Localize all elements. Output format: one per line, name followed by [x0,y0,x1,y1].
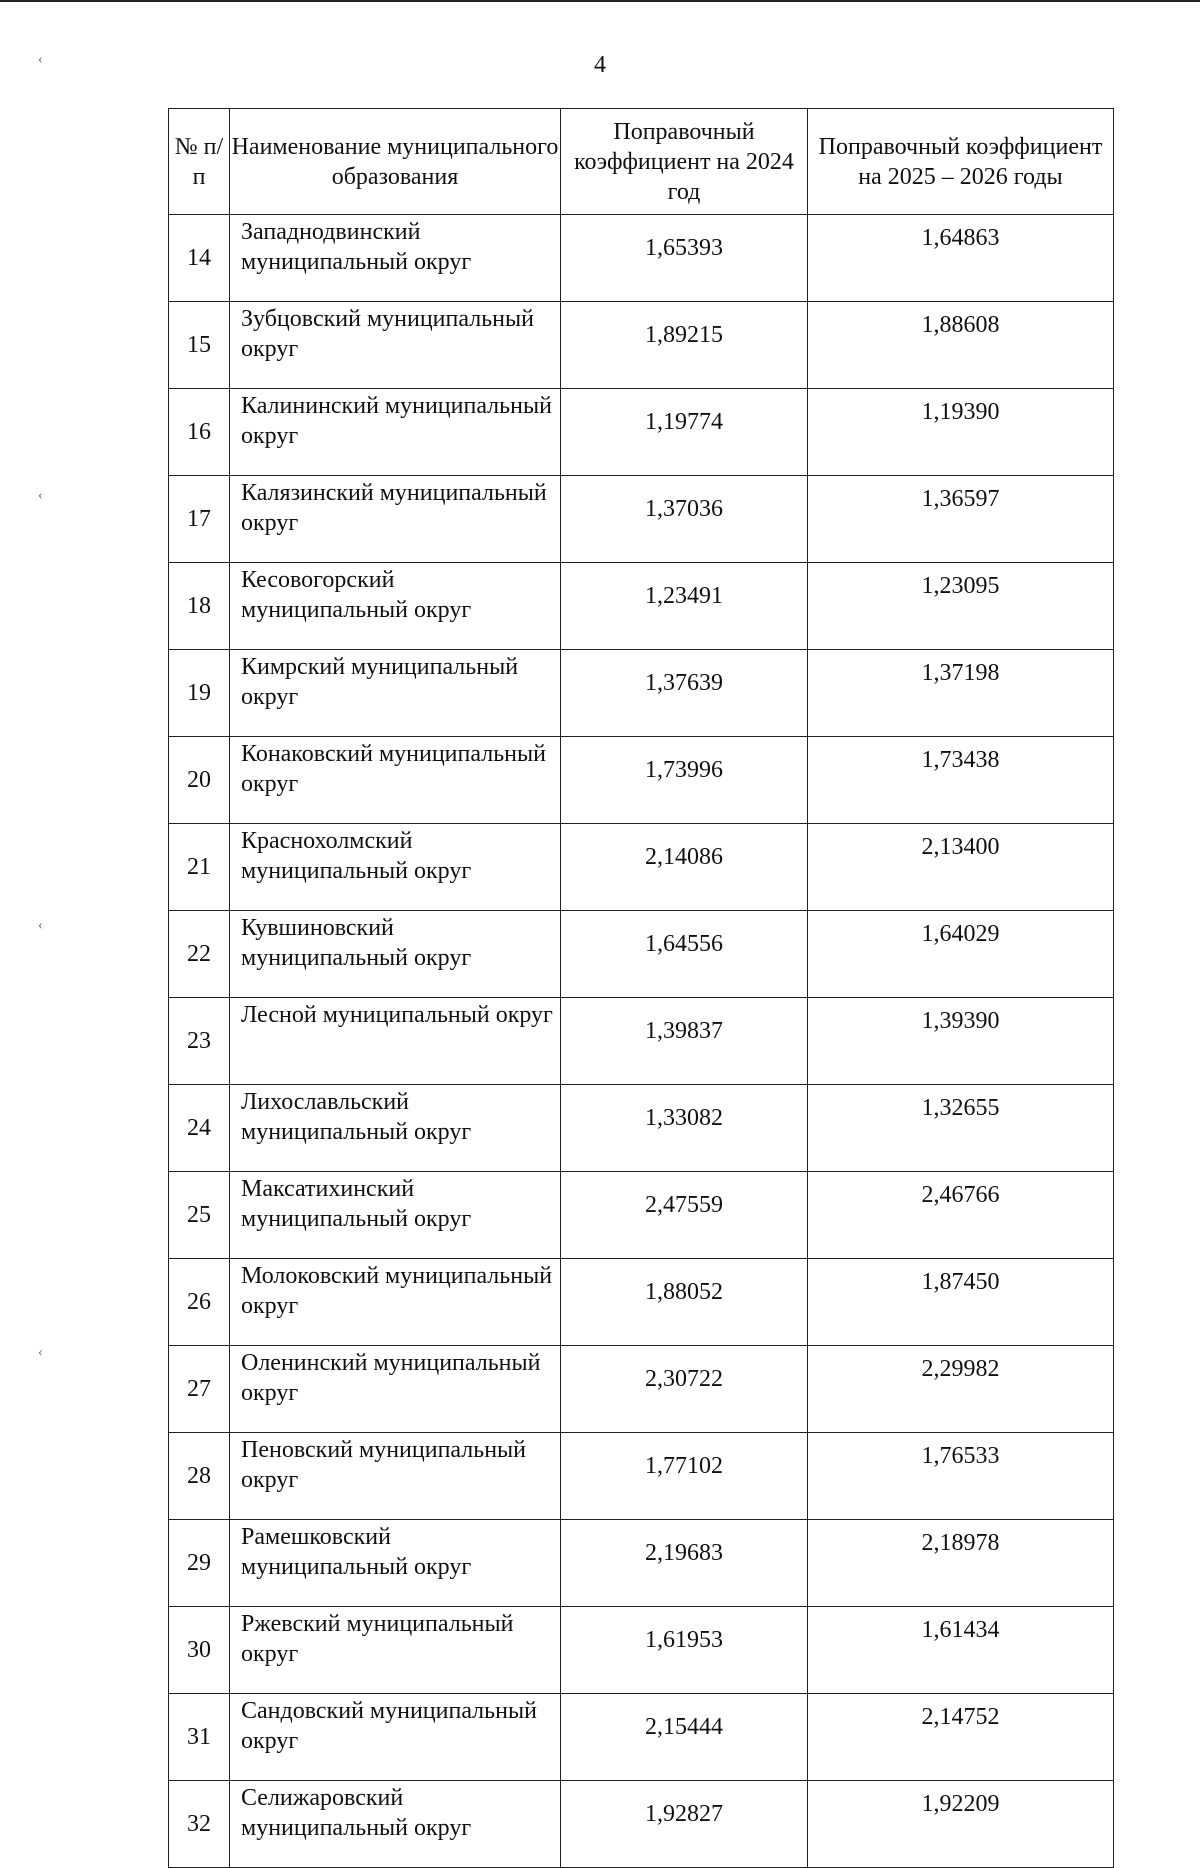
row-number: 15 [169,302,230,389]
header-municipality-name: Наименование муниципального образования [230,109,561,215]
coef-2024-value: 1,88052 [561,1259,808,1346]
coef-2025-2026-value: 1,61434 [808,1607,1114,1694]
coef-2024-value: 1,77102 [561,1433,808,1520]
coefficients-table [168,108,1114,1868]
row-number: 28 [169,1433,230,1520]
coef-2025-2026-value: 1,64863 [808,215,1114,302]
municipality-name: Краснохолмский муниципальный округ [230,824,561,911]
coef-2025-2026-value: 2,29982 [808,1346,1114,1433]
table-row [169,476,1114,563]
coef-2025-2026-value: 1,76533 [808,1433,1114,1520]
municipality-name: Кесовогорский муниципальный округ [230,563,561,650]
municipality-name: Кимрский муниципальный округ [230,650,561,737]
coef-2024-value: 1,33082 [561,1085,808,1172]
table-row [169,302,1114,389]
coef-2024-value: 1,37639 [561,650,808,737]
scan-margin-mark: ‹ [38,918,43,933]
coef-2025-2026-value: 2,14752 [808,1694,1114,1781]
coef-2024-value: 2,30722 [561,1346,808,1433]
table-row [169,737,1114,824]
table-row [169,911,1114,998]
coef-2024-value: 1,89215 [561,302,808,389]
table-row [169,1520,1114,1607]
coef-2024-value: 1,19774 [561,389,808,476]
municipality-name: Оленинский муниципальный округ [230,1346,561,1433]
coef-2025-2026-value: 1,87450 [808,1259,1114,1346]
coef-2025-2026-value: 2,46766 [808,1172,1114,1259]
municipality-name: Сандовский муниципальный округ [230,1694,561,1781]
row-number: 30 [169,1607,230,1694]
coef-2024-value: 2,14086 [561,824,808,911]
coef-2025-2026-value: 1,19390 [808,389,1114,476]
row-number: 20 [169,737,230,824]
scan-margin-mark: ‹ [38,52,43,67]
row-number: 31 [169,1694,230,1781]
top-border-rule [0,0,1200,2]
table-row [169,1433,1114,1520]
table-row [169,215,1114,302]
scan-margin-mark: ‹ [38,488,43,503]
table-row [169,563,1114,650]
scan-margin-mark: ‹ [38,1345,43,1360]
municipality-name: Ржевский муниципальный округ [230,1607,561,1694]
table-row [169,998,1114,1085]
row-number: 17 [169,476,230,563]
table-row [169,1694,1114,1781]
table-header-row [169,109,1114,215]
header-coef-2024: Поправочный коэффициент на 2024 год [561,109,808,215]
coef-2025-2026-value: 1,23095 [808,563,1114,650]
table-row [169,389,1114,476]
coef-2024-value: 1,73996 [561,737,808,824]
coef-2025-2026-value: 1,39390 [808,998,1114,1085]
coef-2025-2026-value: 1,36597 [808,476,1114,563]
table-body [169,215,1114,1868]
table-row [169,1607,1114,1694]
table-row [169,824,1114,911]
table-row [169,650,1114,737]
table-row [169,1085,1114,1172]
municipality-name: Лихославльский муниципальный округ [230,1085,561,1172]
row-number: 14 [169,215,230,302]
municipality-name: Западнодвинский муниципальный округ [230,215,561,302]
municipality-name: Молоковский муниципальный округ [230,1259,561,1346]
municipality-name: Калязинский муниципальный округ [230,476,561,563]
coef-2024-value: 1,61953 [561,1607,808,1694]
row-number: 32 [169,1781,230,1868]
row-number: 18 [169,563,230,650]
municipality-name: Максатихинский муниципальный округ [230,1172,561,1259]
coef-2024-value: 2,15444 [561,1694,808,1781]
coef-2025-2026-value: 2,13400 [808,824,1114,911]
table-row [169,1346,1114,1433]
municipality-name: Селижаровский муниципальный округ [230,1781,561,1868]
coef-2025-2026-value: 1,37198 [808,650,1114,737]
coef-2024-value: 2,47559 [561,1172,808,1259]
table-row [169,1781,1114,1868]
table-row [169,1259,1114,1346]
page-number: 4 [594,52,606,78]
coef-2025-2026-value: 1,73438 [808,737,1114,824]
header-coef-2025-2026: Поправочный коэффициент на 2025 – 2026 годы [808,109,1114,215]
coef-2024-value: 1,65393 [561,215,808,302]
coef-2025-2026-value: 1,92209 [808,1781,1114,1868]
coef-2024-value: 1,92827 [561,1781,808,1868]
municipality-name: Рамешковский муниципальный округ [230,1520,561,1607]
row-number: 23 [169,998,230,1085]
row-number: 26 [169,1259,230,1346]
municipality-name: Кувшиновский муниципальный округ [230,911,561,998]
header-number: № п/п [169,109,230,215]
coef-2024-value: 1,37036 [561,476,808,563]
table-row [169,1172,1114,1259]
coef-2024-value: 1,39837 [561,998,808,1085]
row-number: 27 [169,1346,230,1433]
coef-2025-2026-value: 1,32655 [808,1085,1114,1172]
coef-2024-value: 1,64556 [561,911,808,998]
coef-2025-2026-value: 1,88608 [808,302,1114,389]
coef-2024-value: 2,19683 [561,1520,808,1607]
row-number: 24 [169,1085,230,1172]
municipality-name: Калининский муниципальный округ [230,389,561,476]
municipality-name: Лесной муниципальный округ [230,998,561,1085]
row-number: 22 [169,911,230,998]
row-number: 25 [169,1172,230,1259]
coef-2025-2026-value: 1,64029 [808,911,1114,998]
row-number: 16 [169,389,230,476]
coef-2025-2026-value: 2,18978 [808,1520,1114,1607]
municipality-name: Конаковский муниципальный округ [230,737,561,824]
municipality-name: Пеновский муниципальный округ [230,1433,561,1520]
coef-2024-value: 1,23491 [561,563,808,650]
row-number: 29 [169,1520,230,1607]
row-number: 21 [169,824,230,911]
row-number: 19 [169,650,230,737]
municipality-name: Зубцовский муниципальный округ [230,302,561,389]
